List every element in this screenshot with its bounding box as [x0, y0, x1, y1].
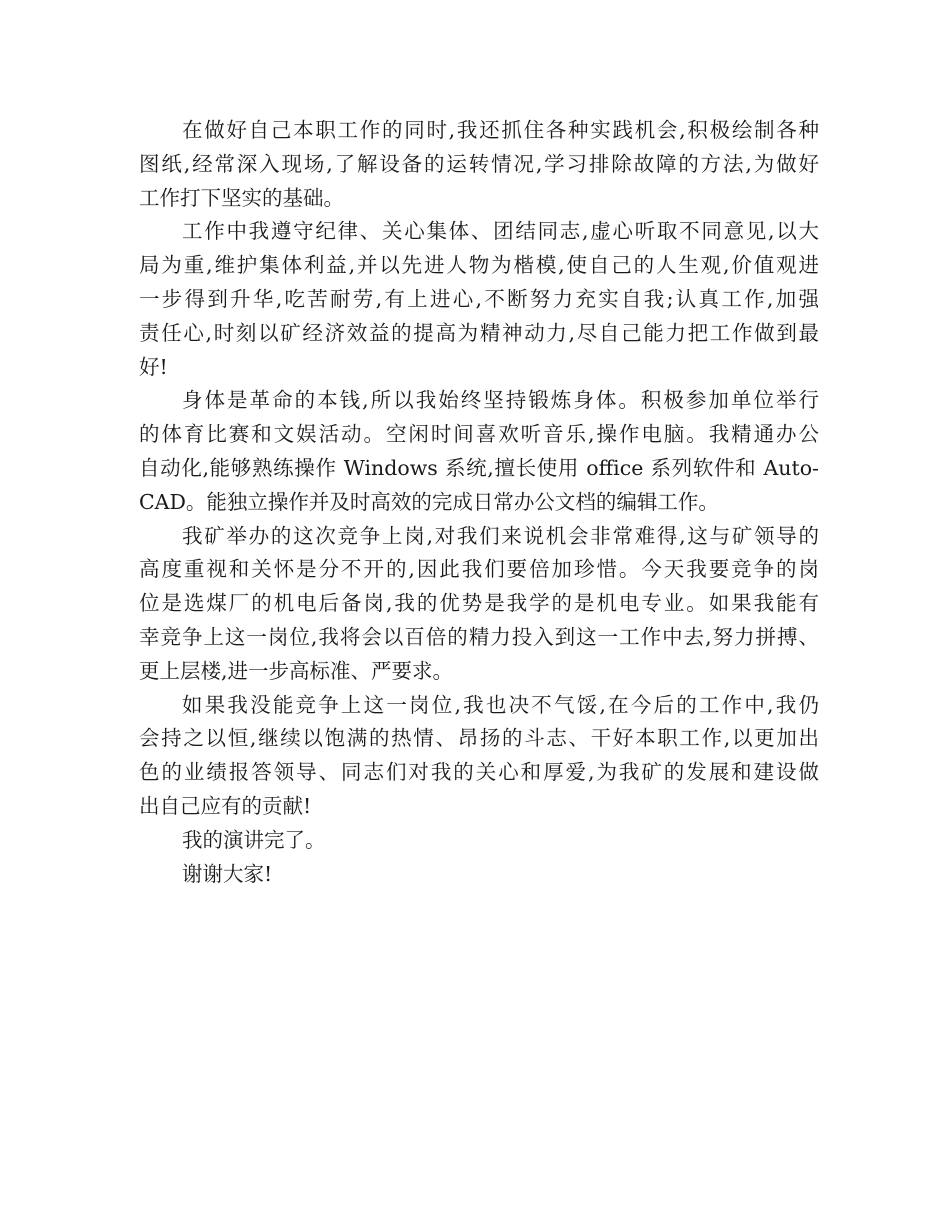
- text-line: 自动化,能够熟练操作 Windows 系统,擅长使用 office 系列软件和 Auto-: [139, 455, 819, 480]
- text-line: 我矿举办的这次竞争上岗,对我们来说机会非常难得,这与矿领导的: [182, 523, 819, 548]
- text-line: CAD。能独立操作并及时高效的完成日常办公文档的编辑工作。: [139, 489, 719, 514]
- text-line: 局为重,维护集体利益,并以先进人物为楷模,使自己的人生观,价值观进: [139, 253, 819, 278]
- text-line: 责任心,时刻以矿经济效益的提高为精神动力,尽自己能力把工作做到最: [139, 320, 819, 345]
- text-line: 出自己应有的贡献!: [139, 793, 312, 818]
- paragraph-competition: [139, 520, 819, 689]
- text-line: 幸竞争上这一岗位,我将会以百倍的精力投入到这一工作中去,努力拼搏、: [139, 624, 819, 649]
- paragraph-closing: [139, 824, 819, 858]
- text-line: 高度重视和关怀是分不开的,因此我们要倍加珍惜。今天我要竞争的岗: [139, 557, 819, 582]
- text-line: 工作打下坚实的基础。: [139, 185, 344, 210]
- text-line: 好!: [139, 354, 168, 379]
- text-line: 图纸,经常深入现场,了解设备的运转情况,学习排除故障的方法,为做好: [139, 151, 819, 176]
- text-line: 色的业绩报答领导、同志们对我的关心和厚爱,为我矿的发展和建设做: [139, 760, 819, 785]
- text-line: 工作中我遵守纪律、关心集体、团结同志,虚心听取不同意见,以大: [182, 219, 819, 244]
- paragraph-health-skills: [139, 384, 819, 519]
- paragraph-practice: [139, 114, 819, 215]
- text-line: 一步得到升华,吃苦耐劳,有上进心,不断努力充实自我;认真工作,加强: [139, 286, 819, 311]
- text-line: 在做好自己本职工作的同时,我还抓住各种实践机会,积极绘制各种: [182, 118, 819, 142]
- paragraph-thanks: [139, 858, 819, 892]
- text-line: 的体育比赛和文娱活动。空闲时间喜欢听音乐,操作电脑。我精通办公: [139, 422, 819, 447]
- text-line: 如果我没能竞争上这一岗位,我也决不气馁,在今后的工作中,我仍: [182, 692, 819, 717]
- text-line: 位是选煤厂的机电后备岗,我的优势是我学的是机电专业。如果我能有: [139, 591, 819, 616]
- text-line: 会持之以恒,继续以饱满的热情、昂扬的斗志、干好本职工作,以更加出: [139, 726, 819, 751]
- paragraph-discipline: [139, 215, 819, 384]
- paragraph-commitment: [139, 689, 819, 824]
- text-line: 更上层楼,进一步高标准、严要求。: [139, 658, 454, 683]
- text-line: 谢谢大家!: [182, 861, 273, 886]
- text-line: 身体是革命的本钱,所以我始终坚持锻炼身体。积极参加单位举行: [182, 388, 819, 413]
- document-body: [139, 114, 819, 891]
- text-line: 我的演讲完了。: [182, 827, 326, 852]
